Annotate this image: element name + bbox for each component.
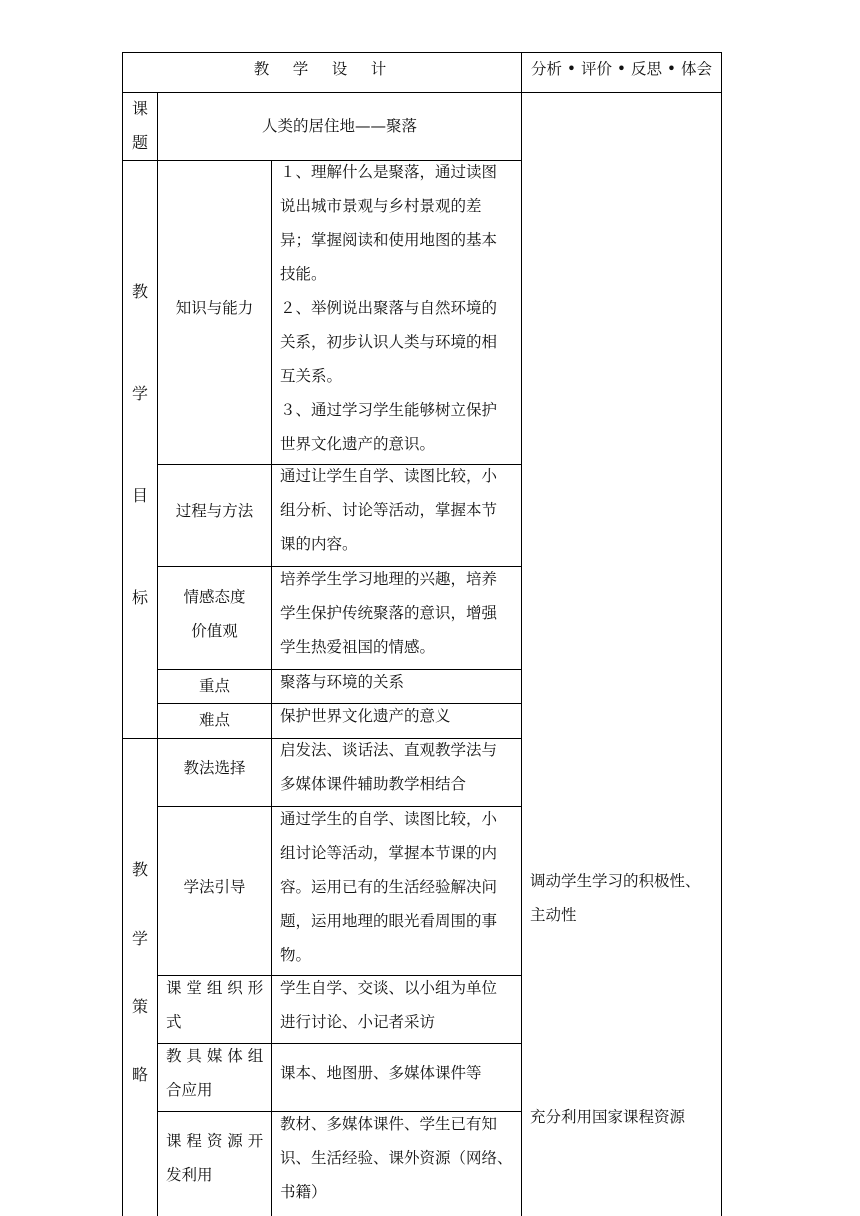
emotion-label-line-1: 情感态度 xyxy=(183,588,246,606)
sublabel-column-divider xyxy=(271,160,272,1216)
motivation-note xyxy=(530,864,720,932)
key-point-label: 重点 xyxy=(198,677,230,695)
topic-label-char-2: 题 xyxy=(131,133,148,152)
process-label: 过程与方法 xyxy=(175,502,254,520)
analysis-column-divider xyxy=(521,52,522,1216)
knowledge-line-6: 关系，初步认识人类与环境的相 xyxy=(280,333,498,351)
knowledge-content xyxy=(280,155,520,461)
objectives-label-char-2: 学 xyxy=(131,384,148,403)
header-bottom-line xyxy=(122,92,722,93)
resources-label xyxy=(166,1124,270,1192)
process-content xyxy=(280,459,520,561)
topic-value: 人类的居住地——聚落 xyxy=(261,117,417,135)
media-label-line-1: 教 具 媒 体 组 xyxy=(166,1047,264,1065)
objectives-label-char-3: 目 xyxy=(131,486,148,505)
resources-line-3: 书籍） xyxy=(280,1183,327,1201)
label-column-divider xyxy=(157,93,158,1216)
knowledge-line-2: 说出城市景观与乡村景观的差 xyxy=(280,197,482,215)
design-header: 教 学 设 计 xyxy=(253,60,391,78)
emotion-line-1: 培养学生学习地理的兴趣，培养 xyxy=(280,570,498,588)
emotion-content xyxy=(280,562,520,664)
guidance-line-3: 容。运用已有的生活经验解决问 xyxy=(280,878,498,896)
knowledge-line-1: １、理解什么是聚落，通过读图 xyxy=(280,163,498,181)
method-line-1: 启发法、谈话法、直观教学法与 xyxy=(280,741,498,759)
guidance-content xyxy=(280,802,520,972)
method-line-2: 多媒体课件辅助教学相结合 xyxy=(280,775,467,793)
analysis-header: 分析 • 评价 • 反思 • 体会 xyxy=(531,60,712,78)
resources-label-line-2: 发利用 xyxy=(166,1166,213,1184)
organization-line-1: 学生自学、交谈、以小组为单位 xyxy=(280,979,498,997)
process-line-3: 课的内容。 xyxy=(280,535,358,553)
guidance-label: 学法引导 xyxy=(183,878,246,896)
knowledge-line-8: ３、通过学习学生能够树立保护 xyxy=(280,401,498,419)
motivation-note-line-1: 调动学生学习的积极性、 xyxy=(530,872,701,890)
key-point-value: 聚落与环境的关系 xyxy=(280,673,405,691)
knowledge-line-4: 技能。 xyxy=(280,265,327,283)
knowledge-line-7: 互关系。 xyxy=(280,367,343,385)
strategy-label-char-4: 略 xyxy=(131,1065,148,1084)
knowledge-line-3: 异；掌握阅读和使用地图的基本 xyxy=(280,231,498,249)
resources-line-1: 教材、多媒体课件、学生已有知 xyxy=(280,1115,498,1133)
organization-label-line-2: 式 xyxy=(166,1013,182,1031)
media-label xyxy=(166,1039,270,1107)
motivation-note-line-2: 主动性 xyxy=(530,906,577,924)
guidance-line-2: 组讨论等活动，掌握本节课的内 xyxy=(280,844,498,862)
difficulty-label: 难点 xyxy=(198,711,230,729)
strategy-label-char-3: 策 xyxy=(131,997,148,1016)
strategy-label-char-2: 学 xyxy=(131,929,148,948)
resources-line-2: 识、生活经验、课外资源（网络、 xyxy=(280,1149,513,1167)
media-value: 课本、地图册、多媒体课件等 xyxy=(280,1064,482,1082)
emotion-label xyxy=(158,580,271,648)
organization-label xyxy=(166,971,270,1039)
process-line-2: 组分析、讨论等活动，掌握本节 xyxy=(280,501,498,519)
organization-label-line-1: 课 堂 组 织 形 xyxy=(166,979,264,997)
organization-line-2: 进行讨论、小记者采访 xyxy=(280,1013,436,1031)
organization-content xyxy=(280,971,520,1039)
knowledge-line-5: ２、举例说出聚落与自然环境的 xyxy=(280,299,498,317)
table-border-right xyxy=(721,52,722,1216)
resource-note: 充分利用国家课程资源 xyxy=(530,1108,686,1126)
guidance-line-5: 物。 xyxy=(280,946,312,964)
knowledge-line-9: 世界文化遗产的意识。 xyxy=(280,435,436,453)
emotion-label-line-2: 价值观 xyxy=(191,622,238,640)
objectives-label-char-4: 标 xyxy=(131,588,148,607)
emotion-line-3: 学生热爱祖国的情感。 xyxy=(280,638,436,656)
knowledge-label: 知识与能力 xyxy=(175,299,254,317)
strategy-label-char-1: 教 xyxy=(131,860,148,879)
guidance-line-4: 题，运用地理的眼光看周围的事 xyxy=(280,912,498,930)
topic-label-char-1: 课 xyxy=(131,99,148,118)
process-line-1: 通过让学生自学、读图比较，小 xyxy=(280,467,498,485)
objectives-label-char-1: 教 xyxy=(131,282,148,301)
difficulty-value: 保护世界文化遗产的意义 xyxy=(280,707,451,725)
emotion-line-2: 学生保护传统聚落的意识，增强 xyxy=(280,604,498,622)
method-label: 教法选择 xyxy=(183,759,246,777)
resources-content xyxy=(280,1107,520,1209)
method-content xyxy=(280,733,520,801)
table-border-left xyxy=(122,52,123,1216)
resources-label-line-1: 课 程 资 源 开 xyxy=(166,1132,264,1150)
guidance-line-1: 通过学生的自学、读图比较，小 xyxy=(280,810,498,828)
media-label-line-2: 合应用 xyxy=(166,1081,213,1099)
